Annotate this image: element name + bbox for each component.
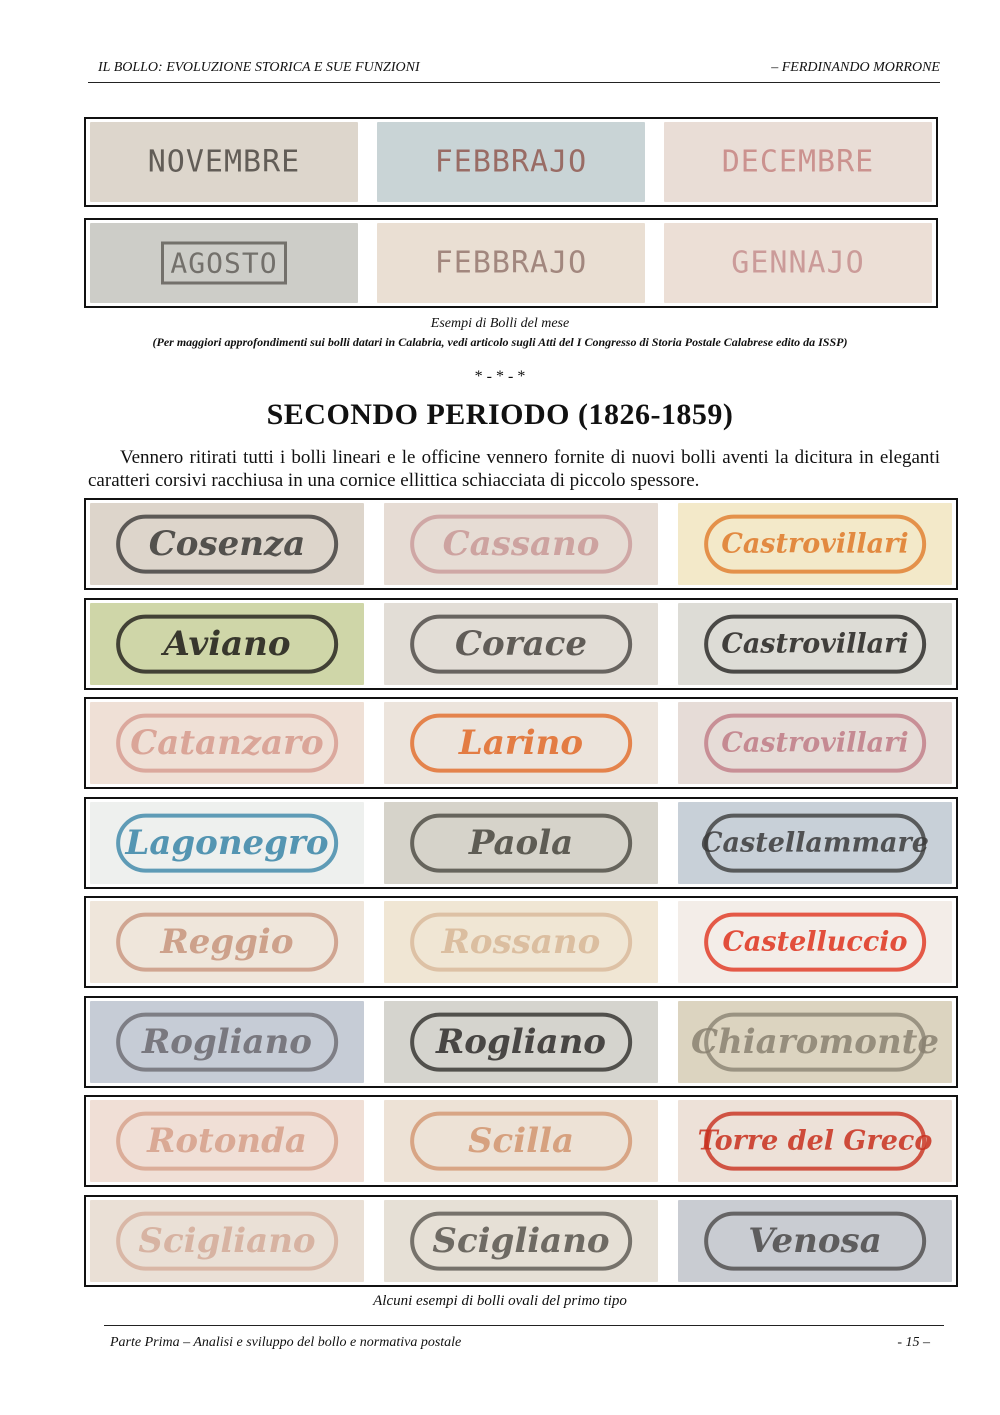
oval-stamp-label: Corace [454,624,587,664]
oval-stamp [678,1001,952,1083]
oval-stamp-label: Castrovillari [721,628,909,660]
month-stamp-label: FEBBRAJO [434,245,588,281]
oval-stamp-label: Cassano [442,524,600,564]
month-row [84,117,938,207]
oval-stamp-label: Castelluccio [722,926,908,958]
month-stamp-label: DECEMBRE [721,144,875,180]
month-row [84,218,938,308]
oval-stamp [90,603,364,685]
oval-stamp [384,901,658,983]
oval-stamp [384,503,658,585]
oval-stamp-label: Larino [458,723,584,763]
oval-stamp-label: Venosa [748,1221,882,1261]
month-stamp [664,122,932,202]
header-author: – FERDINANDO MORRONE [771,60,940,75]
oval-stamp [384,802,658,884]
body-paragraph: Vennero ritirati tutti i bolli lineari e le officine vennero fornite di nuovi bolli aventi la dicitura in eleganti caratteri corsivi racchiusa in una cornice ellittica schiacciata di piccolo spessore. [88,447,940,491]
oval-stamp [90,702,364,784]
oval-stamp [678,802,952,884]
month-stamp [377,122,645,202]
oval-row [84,697,958,789]
header-title: IL BOLLO: EVOLUZIONE STORICA E SUE FUNZIONI [98,60,420,75]
month-stamp-label [90,246,358,281]
oval-stamp-label: Rotonda [147,1121,307,1161]
oval-row [84,1195,958,1287]
month-stamp-label: FEBBRAJO [434,144,588,180]
oval-stamp [678,503,952,585]
oval-stamp [384,603,658,685]
oval-row [84,797,958,889]
footer-rule [104,1325,944,1326]
oval-stamp-label: Scigliano [138,1221,316,1261]
oval-stamp [90,802,364,884]
oval-stamp [90,1200,364,1282]
oval-row [84,498,958,590]
oval-stamp-label: Torre del Greco [697,1125,933,1157]
month-stamp [90,122,358,202]
oval-stamp-label: Castrovillari [721,528,909,560]
oval-stamp [384,702,658,784]
oval-stamp-label: Rossano [441,922,601,962]
oval-row [84,896,958,988]
oval-stamp-label: Castrovillari [721,727,909,759]
oval-stamp [678,901,952,983]
oval-stamp-label: Chiaromonte [690,1022,940,1062]
month-stamp [90,223,358,303]
oval-stamp-label: Rogliano [142,1022,312,1062]
oval-stamp [384,1200,658,1282]
month-stamp [377,223,645,303]
oval-stamp-label: Reggio [160,922,294,962]
oval-stamp-label: Scilla [467,1121,575,1161]
month-stamp-label: GENNAJO [731,245,865,281]
oval-stamp-label: Cosenza [148,524,306,564]
oval-stamp [90,503,364,585]
oval-stamp [90,1001,364,1083]
footer-left: Parte Prima – Analisi e sviluppo del bollo e normativa postale [110,1335,462,1350]
page-number: - 15 – [897,1335,930,1350]
month-stamp [664,223,932,303]
oval-row [84,1095,958,1187]
footer [110,1335,930,1351]
oval-stamp [384,1100,658,1182]
oval-stamp-label: Paola [468,823,574,863]
oval-stamp-label: Catanzaro [130,723,324,763]
oval-caption: Alcuni esempi di bolli ovali del primo tipo [373,1293,627,1309]
oval-stamp [384,1001,658,1083]
oval-stamp [678,603,952,685]
oval-stamp [678,702,952,784]
oval-stamp [90,1100,364,1182]
running-header [88,58,940,83]
oval-row [84,996,958,1088]
oval-stamp-label: Rogliano [436,1022,606,1062]
oval-row [84,598,958,690]
oval-stamp [678,1200,952,1282]
month-stamp-label: NOVEMBRE [147,144,301,180]
oval-stamp-label: Scigliano [432,1221,610,1261]
section-separator: * - * - * [474,368,526,385]
oval-stamp [90,901,364,983]
oval-stamp-label: Aviano [163,624,291,664]
oval-stamp-label: Lagonegro [125,823,329,863]
oval-stamp [678,1100,952,1182]
month-caption-title: Esempi di Bolli del mese [430,316,570,331]
section-title: SECONDO PERIODO (1826-1859) [266,398,734,431]
month-stamp-label-text: AGOSTO [161,242,286,285]
month-caption-note: (Per maggiori approfondimenti sui bolli datari in Calabria, vedi articolo sugli Atti del I Congresso di Storia Postale Calabrese edito da ISSP) [152,335,848,349]
oval-stamp-label: Castellammare [701,827,929,859]
